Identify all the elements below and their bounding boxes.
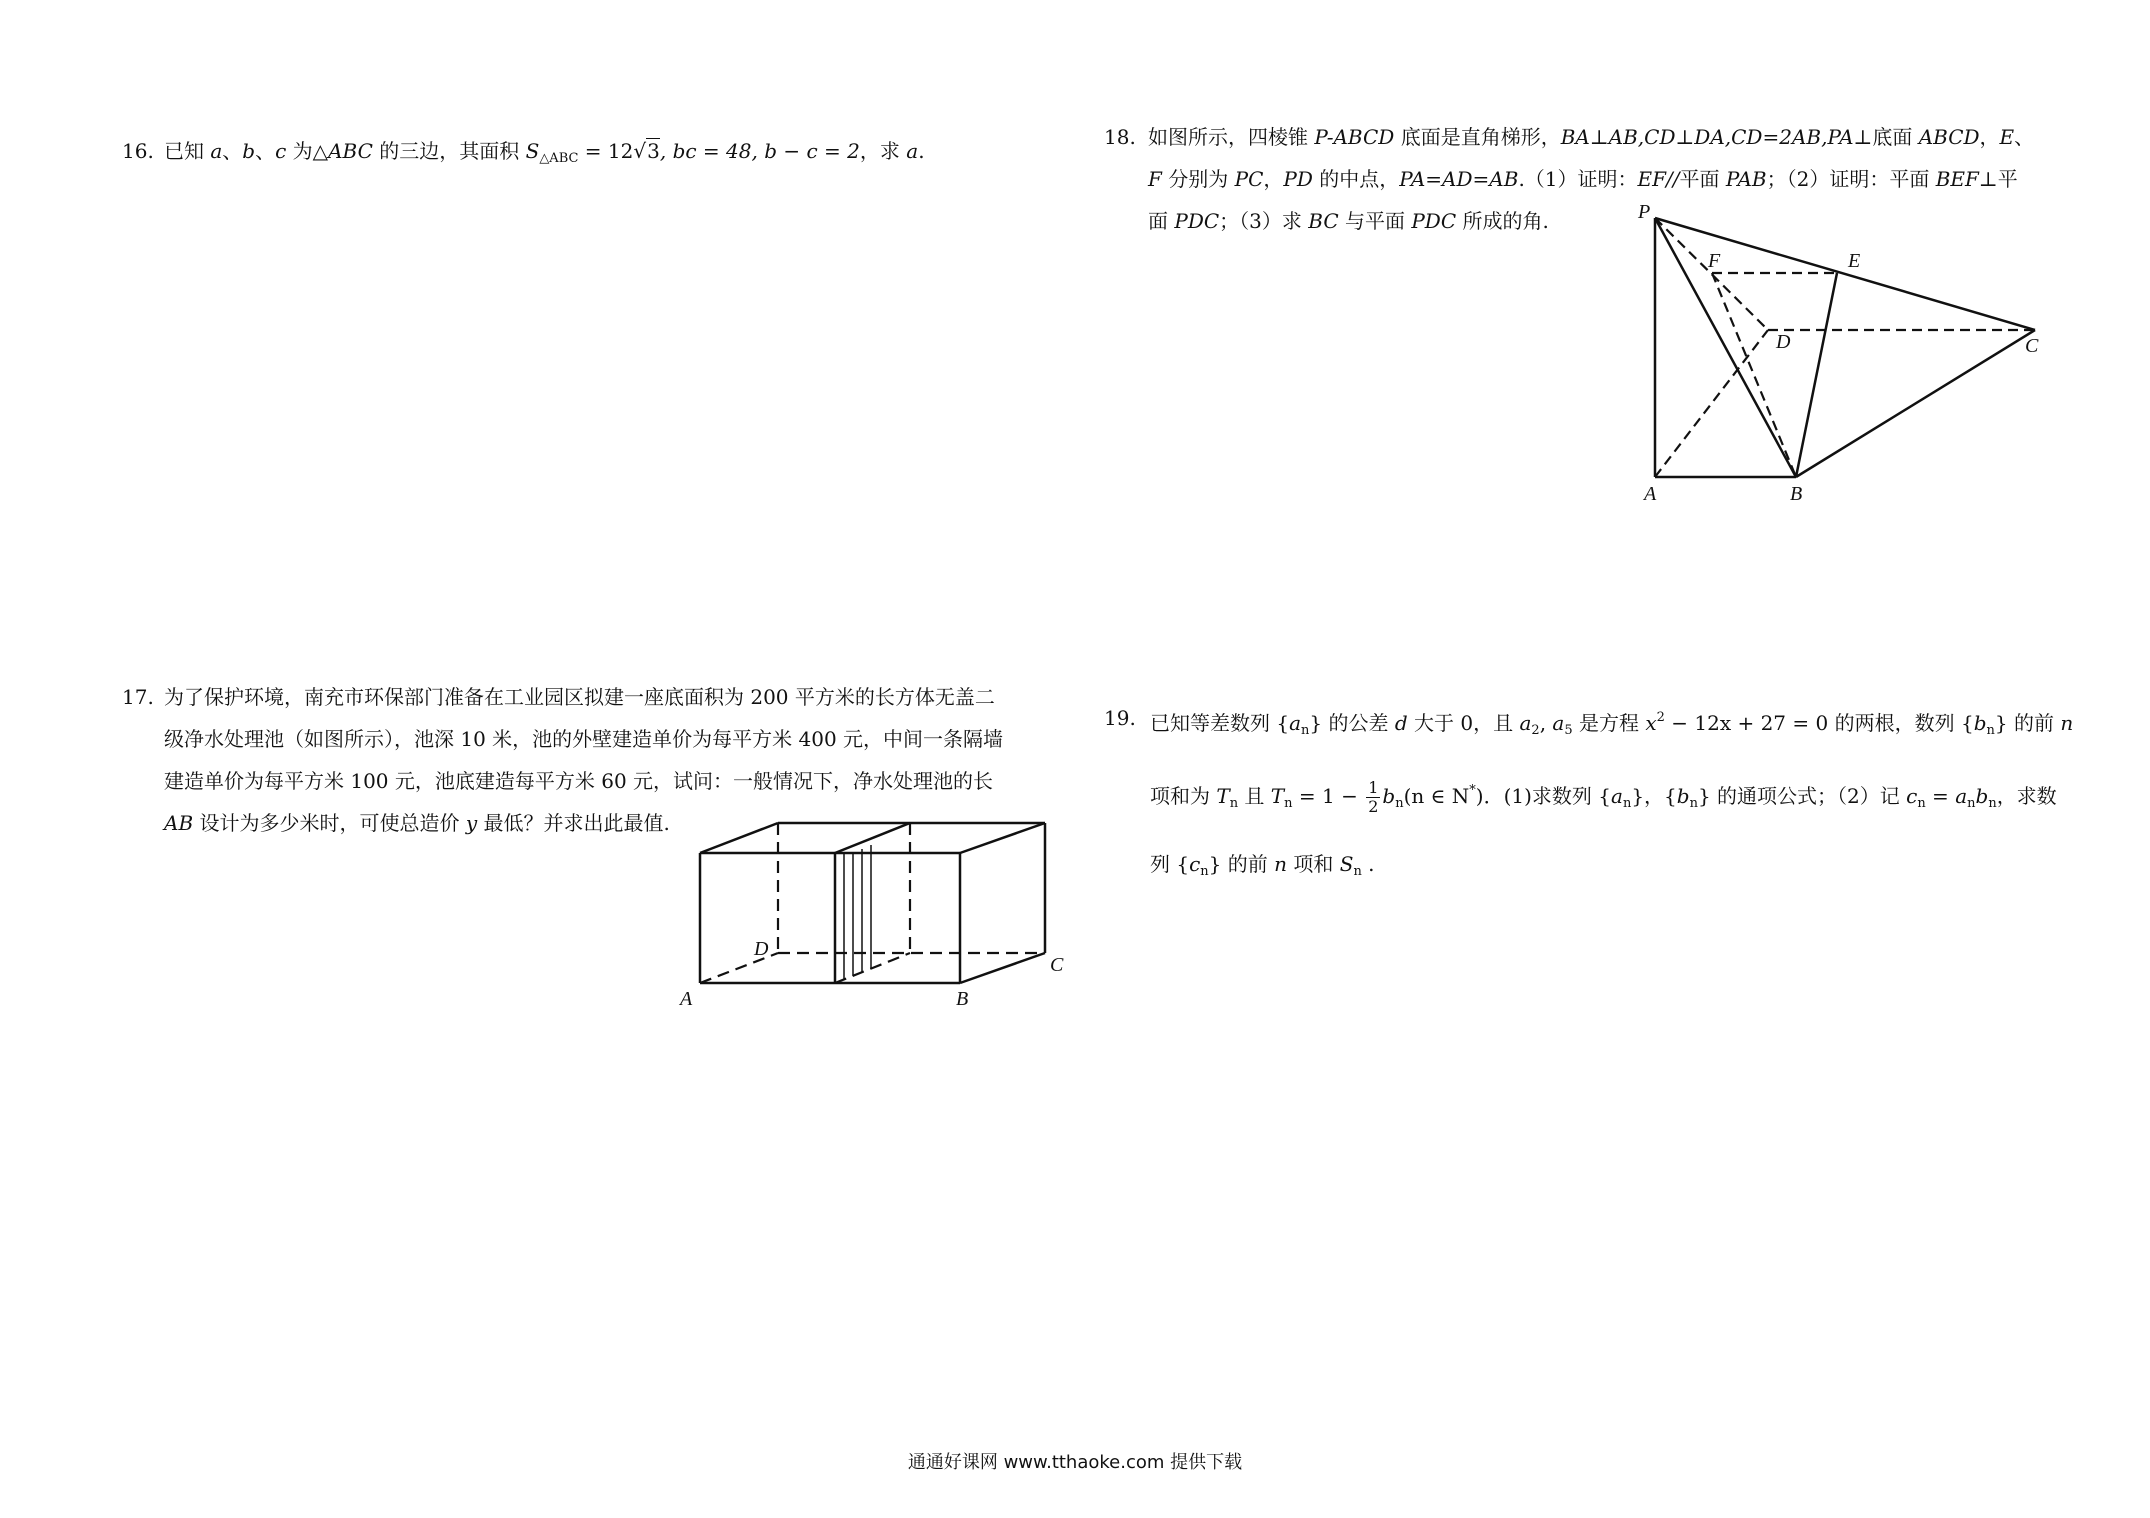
- vertex-label-D: D: [1776, 331, 1791, 353]
- bottom-right-edge-BC: [960, 953, 1045, 983]
- vertex-label-C: C: [1050, 954, 1064, 976]
- vertex-label-A: A: [680, 988, 693, 1010]
- top-left-depth-edge: [700, 823, 778, 853]
- top-right-depth-edge: [960, 823, 1045, 853]
- problem-text: 为了保护环境，南充市环保部门准备在工业园区拟建一座底面积为 200 平方米的长方体无盖二 级净水处理池（如图所示），池深 10 米，池的外壁建造单价为每平方米 400 元，中间一条隔墙 建造单价为每平方米 100 元，池底建造每平方米 60 元，试问：一般情况下，净水处理池的长 AB 设计为多少米时，可使总造价 y 最低？并求出此最值.: [164, 685, 1004, 835]
- vertex-label-B: B: [956, 988, 969, 1010]
- figure-pyramid: [1630, 200, 2050, 510]
- problem-number: 17.: [122, 685, 154, 709]
- hidden-edge-AD: [1655, 330, 1768, 477]
- problem-text: 已知等差数列 $\{a_n\}$ 的公差 d 大于 0，且 $a_2$, $a_5$ 是方程 $x^2 - 12x + 27 = 0$ 的两根，数列 $\{b_n\}$ 的前 n 项和为 $T_n$ 且 $T_n = 1$ − $\frac{1}{2}$ $b_n(n$ ∈ N*)．(1)求数列 $\{a_n\}$，$\{b_n\}$ 的通项公式；（2）记 $c_n = a_nb_n$，求数 列 $\{c_n\}$ 的前 n 项和 $S_n$ .: [1150, 710, 2074, 879]
- edge-BC: [1796, 330, 2035, 477]
- vertex-label-C: C: [2025, 335, 2039, 357]
- partition-top-edge: [835, 823, 910, 853]
- vertex-label-A: A: [1644, 483, 1657, 505]
- figure-rectangular-tank: [670, 815, 1070, 1015]
- hidden-segment-FB: [1712, 273, 1796, 477]
- point-label-E: E: [1848, 250, 1861, 272]
- hidden-partition-bottom-edge: [835, 953, 910, 983]
- problem-text: 如图所示，四棱锥 P-ABCD 底面是直角梯形，BA⊥AB,CD⊥DA,CD=2AB,PA⊥底面 ABCD，E、 F 分别为 PC，PD 的中点，PA=AD=AB.（1）证明：EF//平面 PAB；（2）证明：平面 BEF⊥平 面 PDC；（3）求 BC 与平面 PDC 所成的角.: [1148, 125, 2035, 233]
- edge-PB: [1655, 218, 1796, 477]
- point-label-F: F: [1708, 250, 1721, 272]
- vertex-label-B: B: [1790, 483, 1803, 505]
- problem-16: [122, 130, 1022, 174]
- vertex-label-P: P: [1638, 201, 1651, 223]
- problem-text: 已知 a、b、c 为△ABC 的三边，其面积 $S_{\triangle ABC} = 12√3$, bc = 48, b − c = 2，求 a.: [164, 139, 925, 166]
- vertex-label-D: D: [754, 938, 769, 960]
- problem-number: 18.: [1104, 125, 1136, 149]
- footer-credit: 通通好课网 www.tthaoke.com 提供下载: [907, 1452, 1243, 1473]
- problem-number: 19.: [1104, 706, 1136, 730]
- segment-BE: [1796, 273, 1837, 477]
- problem-number: 16.: [122, 139, 154, 163]
- problem-19: [1104, 688, 2114, 879]
- fraction-one-half: $\frac{1}{2}$: [1368, 778, 1379, 816]
